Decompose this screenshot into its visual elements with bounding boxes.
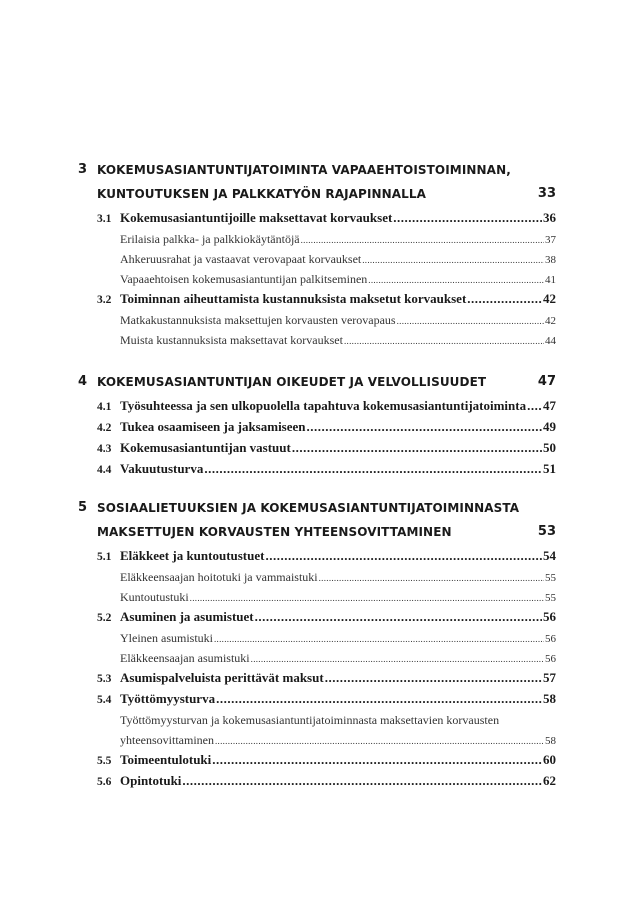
section-number: 4.2	[97, 422, 112, 434]
section-number: 4.3	[97, 443, 112, 455]
dot-leader	[215, 731, 544, 751]
section-page-number: 47	[543, 398, 556, 413]
subsection-title: Eläkkeensaajan hoitotuki ja vammaistuki	[120, 570, 318, 584]
subsection-page-number: 42	[545, 315, 556, 327]
dot-leader	[301, 230, 544, 250]
section-number: 5.6	[97, 776, 112, 788]
subsection-page-number: 37	[545, 234, 556, 246]
toc-section-5-5[interactable]	[97, 750, 556, 771]
toc-subsection[interactable]	[120, 648, 556, 669]
toc-subsection[interactable]	[120, 330, 556, 351]
toc-section-4-3[interactable]	[97, 438, 556, 459]
section-page-number: 42	[543, 291, 556, 306]
section-number: 5.3	[97, 673, 112, 685]
toc-section-3-2[interactable]	[97, 289, 556, 310]
section-page-number: 51	[543, 461, 556, 476]
chapter-number: 4	[78, 374, 88, 389]
subsection-page-number: 56	[545, 633, 556, 645]
section-title: Kokemusasiantuntijoille maksettavat korvaukset	[120, 210, 393, 225]
dot-leader	[368, 270, 544, 290]
dot-leader	[319, 568, 544, 588]
section-title: Kokemusasiantuntijan vastuut	[120, 440, 291, 455]
dot-leader	[216, 689, 542, 709]
toc-section-3-1[interactable]	[97, 208, 556, 229]
toc-section-5-4[interactable]	[97, 689, 556, 710]
dot-leader	[204, 459, 542, 479]
subsection-title: Eläkkeensaajan asumistuki	[120, 651, 250, 665]
subsection-page-number: 55	[545, 572, 556, 584]
dot-leader	[393, 208, 542, 228]
subsection-title: Yleinen asumistuki	[120, 631, 213, 645]
subsection-title: Vapaaehtoisen kokemusasiantuntijan palkitseminen	[120, 272, 368, 286]
toc-subsection[interactable]	[120, 310, 556, 331]
section-page-number: 36	[543, 210, 556, 225]
dot-leader	[397, 311, 544, 331]
subsection-page-number: 38	[545, 254, 556, 266]
subsection-page-number: 41	[545, 274, 556, 286]
dot-leader	[344, 331, 544, 351]
section-page-number: 60	[543, 752, 556, 767]
section-title: Asumispalveluista perittävät maksut	[120, 670, 324, 685]
subsection-title: Matkakustannuksista maksettujen korvausten verovapaus	[120, 313, 396, 327]
section-page-number: 54	[543, 548, 556, 563]
subsection-title: Erilaisia palkka- ja palkkiokäytäntöjä	[120, 232, 300, 246]
section-page-number: 58	[543, 691, 556, 706]
section-title: Vakuutusturva	[120, 461, 204, 476]
dot-leader	[527, 396, 542, 416]
subsection-title: Ahkeruusrahat ja vastaavat verovapaat korvaukset	[120, 252, 362, 266]
section-title: Työttömyysturva	[120, 691, 216, 706]
toc-subsection-line-1[interactable]	[120, 710, 556, 730]
section-number: 3.1	[97, 213, 112, 225]
section-number: 5.5	[97, 755, 112, 767]
chapter-page-number: 47	[537, 374, 556, 389]
dot-leader	[265, 546, 542, 566]
toc-section-5-2[interactable]	[97, 607, 556, 628]
dot-leader	[292, 438, 542, 458]
toc-section-5-1[interactable]	[97, 546, 556, 567]
dot-leader	[325, 668, 542, 688]
dot-leader	[212, 750, 542, 770]
section-title: Tukea osaamiseen ja jaksamiseen	[120, 419, 306, 434]
subsection-title: Muista kustannuksista maksettavat korvaukset	[120, 333, 343, 347]
section-title: Eläkkeet ja kuntoutustuet	[120, 548, 265, 563]
section-number: 4.1	[97, 401, 112, 413]
section-page-number: 56	[543, 609, 556, 624]
chapter-title-line-1: KOKEMUSASIANTUNTIJAN OIKEUDET JA VELVOLLISUUDET	[97, 375, 487, 389]
chapter-page-number: 33	[537, 186, 556, 201]
dot-leader	[251, 649, 544, 669]
subsection-page-number: 58	[545, 735, 556, 747]
dot-leader	[190, 588, 544, 608]
dot-leader	[467, 289, 542, 309]
dot-leader	[255, 607, 542, 627]
toc-subsection[interactable]	[120, 229, 556, 250]
section-title: Toiminnan aiheuttamista kustannuksista maksetut korvaukset	[120, 291, 467, 306]
toc-subsection-line-2[interactable]	[120, 730, 556, 751]
section-page-number: 62	[543, 773, 556, 788]
dot-leader	[362, 250, 544, 270]
section-page-number: 49	[543, 419, 556, 434]
dot-leader	[182, 771, 542, 791]
chapter-title-line-2: MAKSETTUJEN KORVAUSTEN YHTEENSOVITTAMINEN	[97, 525, 452, 539]
chapter-number: 5	[78, 500, 88, 515]
chapter-page-number: 53	[537, 524, 556, 539]
section-title: Työsuhteessa ja sen ulkopuolella tapahtuva kokemusasiantuntijatoiminta	[120, 398, 527, 413]
section-number: 4.4	[97, 464, 112, 476]
toc-section-5-3[interactable]	[97, 668, 556, 689]
toc-subsection[interactable]	[120, 587, 556, 608]
chapter-title-line-1: SOSIAALIETUUKSIEN JA KOKEMUSASIANTUNTIJATOIMINNASTA	[97, 501, 520, 515]
toc-subsection[interactable]	[120, 628, 556, 649]
section-title: Opintotuki	[120, 773, 182, 788]
toc-section-4-4[interactable]	[97, 459, 556, 480]
chapter-title-line-1: KOKEMUSASIANTUNTIJATOIMINTA VAPAAEHTOISTOIMINNAN,	[97, 163, 511, 177]
toc-section-4-2[interactable]	[97, 417, 556, 438]
toc-subsection[interactable]	[120, 249, 556, 270]
subsection-page-number: 55	[545, 592, 556, 604]
subsection-title-line-2: yhteensovittaminen	[120, 733, 214, 747]
section-page-number: 50	[543, 440, 556, 455]
dot-leader	[307, 417, 542, 437]
toc-section-5-6[interactable]	[97, 771, 556, 792]
subsection-page-number: 56	[545, 653, 556, 665]
section-number: 5.4	[97, 694, 112, 706]
section-number: 5.2	[97, 612, 112, 624]
toc-section-4-1[interactable]	[97, 396, 556, 417]
dot-leader	[214, 629, 544, 649]
toc-subsection[interactable]	[120, 269, 556, 290]
section-page-number: 57	[543, 670, 556, 685]
chapter-number: 3	[78, 162, 88, 177]
section-title: Asuminen ja asumistuet	[120, 609, 254, 624]
subsection-title-line-1: Työttömyysturvan ja kokemusasiantuntijatoiminnasta maksettavien korvausten	[120, 713, 500, 727]
section-title: Toimeentulotuki	[120, 752, 212, 767]
subsection-page-number: 44	[545, 335, 556, 347]
subsection-title: Kuntoutustuki	[120, 590, 189, 604]
section-number: 5.1	[97, 551, 112, 563]
toc-subsection[interactable]	[120, 567, 556, 588]
section-number: 3.2	[97, 294, 112, 306]
chapter-title-line-2: KUNTOUTUKSEN JA PALKKATYÖN RAJAPINNALLA	[97, 187, 427, 201]
